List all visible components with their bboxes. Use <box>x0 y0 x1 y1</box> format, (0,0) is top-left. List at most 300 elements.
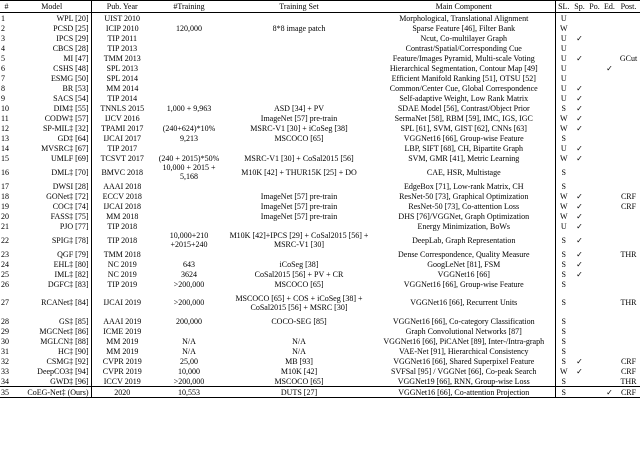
cell-sp: ✓ <box>576 259 583 269</box>
table-row <box>0 316 640 326</box>
cell-index: 30 <box>1 336 9 346</box>
cell-po <box>587 103 602 113</box>
cell-sl: S <box>555 376 572 387</box>
cell-index: 13 <box>1 133 9 143</box>
cell-training-set <box>225 143 373 153</box>
cell-training-set <box>225 249 373 259</box>
cell-po <box>587 279 602 289</box>
cell-num-training: 10,553 <box>153 387 225 398</box>
cell-po <box>587 163 602 181</box>
cell-sl: W <box>555 113 572 123</box>
cell-sl: S <box>555 336 572 346</box>
cell-ed <box>602 43 617 53</box>
cell-pub-year: AAAI 2018 <box>103 181 142 191</box>
cell-training-set <box>225 13 373 24</box>
cell-index: 34 <box>1 376 9 386</box>
cell-po <box>587 269 602 279</box>
cell-index: 22 <box>1 235 9 245</box>
cell-ed <box>602 191 617 201</box>
cell-ed <box>602 93 617 103</box>
cell-sl: U <box>555 143 572 153</box>
cell-sl: W <box>555 23 572 33</box>
cell-pub-year: TIP 2018 <box>107 221 138 231</box>
header-index: # <box>0 1 13 13</box>
cell-training-set <box>225 73 373 83</box>
cell-model: DIM‡ [55] <box>13 103 91 113</box>
cell-model: DeepCO3‡ [94] <box>13 366 91 376</box>
cell-po <box>587 326 602 336</box>
table-row <box>0 113 640 123</box>
cell-po <box>587 211 602 221</box>
table-row <box>0 181 640 191</box>
cell-num-training <box>153 326 225 336</box>
cell-sl: S <box>555 163 572 181</box>
cell-training-set <box>225 53 373 63</box>
cell-model: MI [47] <box>13 53 91 63</box>
cell-index: 20 <box>1 211 9 221</box>
cell-training-set: ImageNet [57] pre-train <box>260 201 338 211</box>
cell-sl: U <box>555 43 572 53</box>
table-row <box>0 191 640 201</box>
cell-main-component: GoogLeNet [81], FSM <box>427 259 501 269</box>
table-row <box>0 211 640 221</box>
cell-post <box>617 73 640 83</box>
cell-pub-year: TIP 2011 <box>107 33 137 43</box>
cell-po <box>587 376 602 387</box>
table-row <box>0 103 640 113</box>
cell-po <box>587 13 602 24</box>
cell-sl: S <box>555 326 572 336</box>
cell-model: MGLCN‡ [88] <box>13 336 91 346</box>
cell-pub-year: NC 2019 <box>107 259 137 269</box>
cell-sp <box>572 316 587 326</box>
table-row <box>0 326 640 336</box>
cell-num-training <box>153 211 225 221</box>
cell-sl: S <box>555 279 572 289</box>
cell-post <box>617 163 640 181</box>
cell-index: 29 <box>1 326 9 336</box>
cell-post <box>617 93 640 103</box>
cell-num-training: 10,000 + 2015 + 5,168 <box>162 163 216 181</box>
cell-post <box>617 113 640 123</box>
cell-num-training: (240 + 2015)*50% <box>158 153 220 163</box>
table-row <box>0 279 640 289</box>
cell-pub-year: CVPR 2019 <box>102 366 142 376</box>
cell-main-component: Energy Minimization, BoWs <box>417 221 510 231</box>
cell-pub-year: ICCV 2019 <box>103 376 141 386</box>
cell-sl: U <box>555 63 572 73</box>
cell-pub-year: UIST 2010 <box>104 13 141 23</box>
header-sl: SL. <box>555 1 572 13</box>
cell-sl: S <box>555 133 572 143</box>
cell-num-training: (240+624)*10% <box>162 123 216 133</box>
cell-pub-year: MM 2018 <box>106 211 139 221</box>
cell-index: 12 <box>1 123 9 133</box>
cell-ed <box>602 326 617 336</box>
cell-pub-year: IJCAI 2017 <box>103 133 142 143</box>
cell-model: RCANet‡ [84] <box>13 289 91 316</box>
cell-index: 21 <box>1 221 9 231</box>
cell-model: GONet‡ [72] <box>13 191 91 201</box>
cell-post <box>617 13 640 24</box>
cell-training-set <box>225 43 373 53</box>
cell-pub-year: SPL 2013 <box>106 63 138 73</box>
cell-post <box>617 336 640 346</box>
cell-ed: ✓ <box>606 63 613 73</box>
cell-ed <box>602 249 617 259</box>
table-row <box>0 23 640 33</box>
table-row <box>0 336 640 346</box>
cell-num-training: 120,000 <box>176 23 202 33</box>
table-row <box>0 83 640 93</box>
cell-index: 18 <box>1 191 9 201</box>
cell-main-component: Dense Correspondence, Quality Measure <box>397 249 530 259</box>
cell-index: 7 <box>1 73 5 83</box>
header-po: Po. <box>587 1 602 13</box>
cell-post <box>617 103 640 113</box>
cell-po <box>587 43 602 53</box>
table-row <box>0 376 640 387</box>
cell-index: 4 <box>1 43 5 53</box>
cell-main-component: VAE-Net [91], Hierarchical Consistency <box>398 346 529 356</box>
cell-pub-year: TIP 2014 <box>107 93 138 103</box>
cell-sp: ✓ <box>576 93 583 103</box>
cell-ed <box>602 33 617 43</box>
cell-sp <box>572 336 587 346</box>
cell-ed <box>602 181 617 191</box>
cell-pub-year: ICIP 2010 <box>105 23 139 33</box>
cell-ed <box>602 231 617 249</box>
cell-training-set <box>225 221 373 231</box>
cell-pub-year: MM 2019 <box>106 346 139 356</box>
cell-num-training: >200,000 <box>173 298 205 307</box>
cell-main-component: ResNet-50 [73], Graphical Optimization <box>399 191 529 201</box>
cell-post: CRF <box>620 356 637 366</box>
table-row <box>0 221 640 231</box>
cell-main-component: VGGNet16 [66], PiCANet [89], Inter-/Intra-graph <box>383 336 545 346</box>
cell-sl: S <box>555 316 572 326</box>
cell-pub-year: TIP 2019 <box>107 279 138 289</box>
cell-main-component: VGGNet16 [66], Recurrent Units <box>410 298 518 307</box>
cell-sl: S <box>555 181 572 191</box>
cell-post <box>617 63 640 73</box>
cell-training-set: iCoSeg [38] <box>279 259 319 269</box>
cell-model: DML‡ [70] <box>13 163 91 181</box>
table-row <box>0 356 640 366</box>
cell-post: GCut <box>619 53 638 63</box>
cell-model: HC‡ [90] <box>13 346 91 356</box>
cell-index: 3 <box>1 33 5 43</box>
cell-model: CSMG‡ [92] <box>13 356 91 366</box>
header-pub-year: Pub. Year <box>91 1 153 13</box>
cell-sp: ✓ <box>576 33 583 43</box>
cell-index: 2 <box>1 23 5 33</box>
cell-index: 1 <box>1 13 5 23</box>
cell-ed <box>602 289 617 316</box>
cell-pub-year: ECCV 2018 <box>102 191 142 201</box>
cell-main-component: EdgeBox [71], Low-rank Matrix, CH <box>403 181 524 191</box>
cell-training-set: COCO-SEG [85] <box>271 316 327 326</box>
cell-sl: W <box>555 366 572 376</box>
cell-training-set: MSCOCO [65] <box>274 279 324 289</box>
cell-model: SACS [54] <box>13 93 91 103</box>
cell-num-training <box>153 13 225 24</box>
cell-pub-year: NC 2019 <box>107 269 137 279</box>
cell-po <box>587 73 602 83</box>
cell-index: 6 <box>1 63 5 73</box>
cell-num-training <box>153 113 225 123</box>
cell-index: 32 <box>1 356 9 366</box>
cell-sp <box>572 13 587 24</box>
cell-ed <box>602 279 617 289</box>
cell-ed <box>602 336 617 346</box>
cell-sp: ✓ <box>576 366 583 376</box>
table-row <box>0 269 640 279</box>
cell-sl: S <box>555 231 572 249</box>
cell-pub-year: TIP 2017 <box>107 143 138 153</box>
cell-post: CRF <box>620 366 637 376</box>
cell-pub-year: MM 2014 <box>106 83 139 93</box>
table-row <box>0 163 640 181</box>
cell-post <box>617 211 640 221</box>
table-row <box>0 201 640 211</box>
cell-training-set: N/A <box>292 336 306 346</box>
header-main-component: Main Component <box>373 1 555 13</box>
cell-sp <box>572 346 587 356</box>
cell-po <box>587 93 602 103</box>
cell-main-component: VGGNet16 [66], Group-wise Feature <box>403 133 524 143</box>
cell-post: THR <box>620 298 637 307</box>
cell-num-training: >200,000 <box>173 376 205 386</box>
cell-post <box>617 83 640 93</box>
cell-num-training: 10,000+210 +2015+240 <box>169 231 209 249</box>
cell-po <box>587 191 602 201</box>
cell-ed <box>602 366 617 376</box>
cell-training-set: N/A <box>292 346 306 356</box>
cell-index: 28 <box>1 316 9 326</box>
cell-num-training <box>153 191 225 201</box>
cell-sp: ✓ <box>576 103 583 113</box>
cell-index: 15 <box>1 153 9 163</box>
cell-po <box>587 123 602 133</box>
cell-ed <box>602 153 617 163</box>
cell-ed <box>602 53 617 63</box>
cell-sp <box>572 23 587 33</box>
cell-po <box>587 259 602 269</box>
cell-main-component: Feature/Images Pyramid, Multi-scale Voting <box>392 53 535 63</box>
cell-training-set: MB [93] <box>285 356 313 366</box>
cell-num-training: N/A <box>182 336 196 346</box>
table-row <box>0 259 640 269</box>
header-model: Model <box>13 1 91 13</box>
cell-po <box>587 23 602 33</box>
cell-pub-year: TIP 2018 <box>107 235 138 245</box>
cell-training-set: MSCOCO [65] + COS + iCoSeg [38] + CoSal2015 [56] + MSRC [30] <box>235 293 363 312</box>
cell-num-training: N/A <box>182 346 196 356</box>
cell-post: THR <box>620 376 637 386</box>
cell-model: CoEG-Net‡ (Ours) <box>13 387 91 398</box>
cell-sl: S <box>555 269 572 279</box>
cell-sp: ✓ <box>576 53 583 63</box>
cell-pub-year: TIP 2013 <box>107 43 138 53</box>
cell-po <box>587 366 602 376</box>
cell-pub-year: MM 2019 <box>106 336 139 346</box>
cell-post <box>617 23 640 33</box>
cell-index: 11 <box>1 113 9 123</box>
cell-model: ESMG [50] <box>13 73 91 83</box>
cell-po <box>587 33 602 43</box>
cell-po <box>587 63 602 73</box>
cell-post: CRF <box>617 387 640 398</box>
cell-pub-year: TPAMI 2017 <box>101 123 144 133</box>
cell-post <box>617 153 640 163</box>
cell-main-component: VGGNet16 [66], Group-wise Feature <box>403 279 524 289</box>
cell-index: 8 <box>1 83 5 93</box>
cell-post <box>617 123 640 133</box>
cell-main-component: Graph Convolutional Networks [87] <box>405 326 522 336</box>
cell-pub-year: CVPR 2019 <box>102 356 142 366</box>
cell-training-set: M10K [42]+IPCS [29] + CoSal2015 [56] + MSRC-V1 [30] <box>229 231 369 249</box>
table-row <box>0 387 640 398</box>
cell-main-component: SPL [61], SVM, GIST [62], CNNs [63] <box>400 123 527 133</box>
cell-pub-year: TMM 2013 <box>103 53 141 63</box>
cell-ed <box>602 113 617 123</box>
cell-ed <box>602 83 617 93</box>
cell-num-training <box>153 83 225 93</box>
cell-training-set <box>225 83 373 93</box>
cell-training-set <box>225 181 373 191</box>
cell-main-component: DHS [76]/VGGNet, Graph Optimization <box>398 211 530 221</box>
cell-training-set: ImageNet [57] pre-train <box>260 191 338 201</box>
cell-sl: U <box>555 221 572 231</box>
table-row <box>0 63 640 73</box>
cell-sp <box>572 163 587 181</box>
cell-post <box>617 279 640 289</box>
cell-sp: ✓ <box>576 221 583 231</box>
cell-post <box>617 269 640 279</box>
cell-post <box>617 316 640 326</box>
cell-num-training <box>153 143 225 153</box>
cell-sl: S <box>555 259 572 269</box>
table-body <box>0 13 640 398</box>
cell-training-set: MSRC-V1 [30] + CoSal2015 [56] <box>244 153 354 163</box>
cell-num-training: 643 <box>183 259 195 269</box>
table-row <box>0 153 640 163</box>
cell-sp <box>572 63 587 73</box>
table-row <box>0 43 640 53</box>
cell-training-set: MSCOCO [65] <box>274 376 324 386</box>
cell-ed: ✓ <box>602 387 617 398</box>
cell-post <box>617 143 640 153</box>
cell-num-training <box>153 181 225 191</box>
cell-model: SPIG‡ [78] <box>13 231 91 249</box>
cell-model: PCSD [25] <box>13 23 91 33</box>
cell-po <box>587 133 602 143</box>
cell-post <box>617 133 640 143</box>
cell-ed <box>602 103 617 113</box>
cell-post: THR <box>620 249 637 259</box>
cell-sl: S <box>555 356 572 366</box>
cell-ed <box>602 221 617 231</box>
cell-pub-year: ICME 2019 <box>103 326 142 336</box>
cell-sl: W <box>555 211 572 221</box>
cell-po <box>587 53 602 63</box>
cell-main-component: SVM, GMR [41], Metric Learning <box>408 153 520 163</box>
cell-num-training <box>153 53 225 63</box>
cell-pub-year: AAAI 2019 <box>103 316 142 326</box>
cell-sp: ✓ <box>576 191 583 201</box>
cell-pub-year: IJCV 2016 <box>104 113 140 123</box>
cell-pub-year: 2020 <box>91 387 153 398</box>
cell-num-training <box>153 43 225 53</box>
cell-model: DGFC‡ [83] <box>13 279 91 289</box>
cell-sl: S <box>555 289 572 316</box>
cell-main-component: VGGNet16 [66], Shared Superpixel Feature <box>393 356 535 366</box>
cell-sl: S <box>555 346 572 356</box>
table-row <box>0 289 640 316</box>
cell-post <box>617 259 640 269</box>
cell-training-set <box>225 33 373 43</box>
cell-main-component: VGGNet16 [66], Co-attention Projection <box>373 387 555 398</box>
cell-training-set: MSRC-V1 [30] + iCoSeg [38] <box>250 123 348 133</box>
cell-model: BR [53] <box>13 83 91 93</box>
cell-main-component: SVFSal [95] / VGGNet [66], Co-peak Search <box>391 366 537 376</box>
cell-sp <box>572 289 587 316</box>
cell-sp: ✓ <box>576 235 583 245</box>
cell-ed <box>602 133 617 143</box>
cell-ed <box>602 13 617 24</box>
cell-po <box>587 316 602 326</box>
cell-training-set: MSCOCO [65] <box>274 133 324 143</box>
cell-ed <box>602 143 617 153</box>
cell-training-set: CoSal2015 [56] + PV + CR <box>254 269 344 279</box>
cell-num-training: 200,000 <box>176 316 202 326</box>
cell-pub-year: TMM 2018 <box>103 249 141 259</box>
cell-model: CBCS [28] <box>13 43 91 53</box>
cell-pub-year: TCSVT 2017 <box>100 153 144 163</box>
cell-sp: ✓ <box>576 113 583 123</box>
cell-sp: ✓ <box>576 356 583 366</box>
cell-ed <box>602 163 617 181</box>
table-header-row <box>0 1 640 13</box>
cell-po <box>587 143 602 153</box>
cell-po <box>587 356 602 366</box>
cell-model: GS‡ [85] <box>13 316 91 326</box>
cell-po <box>587 83 602 93</box>
cell-sl: U <box>555 73 572 83</box>
cell-model: MVSRC‡ [67] <box>13 143 91 153</box>
table-row <box>0 53 640 63</box>
cell-index: 35 <box>0 387 13 398</box>
cell-model: COC‡ [74] <box>13 201 91 211</box>
table-row <box>0 346 640 356</box>
cell-main-component: LBP, SIFT [68], CH, Bipartite Graph <box>404 143 523 153</box>
cell-sp: ✓ <box>576 249 583 259</box>
header-ed: Ed. <box>602 1 617 13</box>
cell-main-component: Ncut, Co-multilayer Graph <box>420 33 507 43</box>
cell-sl: U <box>555 93 572 103</box>
cell-po <box>587 153 602 163</box>
cell-training-set <box>225 93 373 103</box>
cell-pub-year: SPL 2014 <box>106 73 138 83</box>
cell-num-training <box>153 221 225 231</box>
cell-num-training: >200,000 <box>173 279 205 289</box>
cell-num-training <box>153 249 225 259</box>
cell-po <box>587 336 602 346</box>
cell-pub-year: IJCAI 2018 <box>103 201 142 211</box>
table-row <box>0 231 640 249</box>
cell-model: CODW‡ [57] <box>13 113 91 123</box>
